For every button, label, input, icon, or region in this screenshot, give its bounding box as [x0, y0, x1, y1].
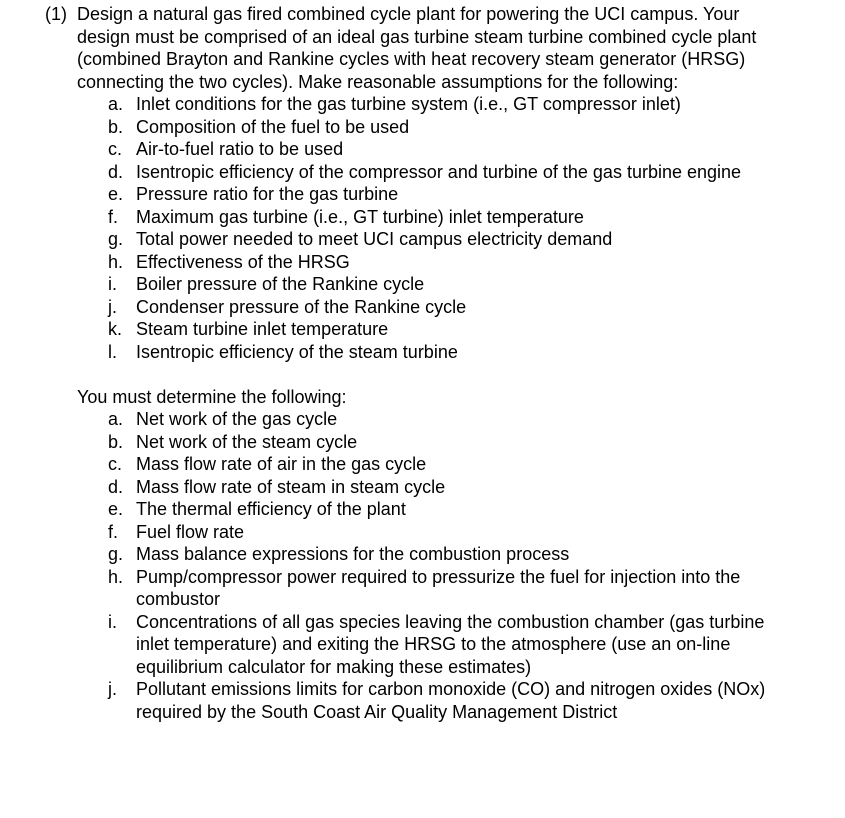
list-marker: k. [108, 319, 123, 339]
list-item-text: Concentrations of all gas species leaving the combustion chamber (gas turbine inlet temperature) and exiting the HRSG to the atmosphere (use an on-line equilibrium calculator for making these estimates) [136, 611, 765, 677]
list-item [0, 251, 786, 274]
list-marker: j. [108, 296, 117, 317]
list-marker: i. [108, 274, 117, 294]
list-item-text: Isentropic efficiency of the steam turbine [136, 341, 458, 362]
list-marker: g. [108, 229, 124, 249]
list-item-text: Net work of the gas cycle [136, 409, 338, 429]
list-item [0, 93, 786, 116]
list-item [0, 138, 786, 161]
determine-heading: You must determine the following: [77, 386, 347, 407]
list-marker: g. [108, 544, 124, 564]
list-item [0, 431, 786, 454]
list-item [0, 273, 786, 296]
list-item [0, 476, 786, 499]
list-item-text: Steam turbine inlet temperature [136, 319, 389, 339]
list-marker: f. [108, 206, 119, 227]
determine-list [0, 408, 845, 723]
list-item [0, 521, 786, 544]
list-marker: e. [108, 184, 124, 204]
list-marker: a. [108, 409, 124, 429]
list-marker: b. [108, 431, 124, 452]
list-item [0, 296, 786, 319]
list-marker: j. [108, 679, 117, 699]
list-marker: c. [108, 454, 123, 474]
list-item [0, 566, 786, 611]
list-item [0, 183, 786, 206]
document [0, 3, 845, 723]
list-item-text: Mass flow rate of air in the gas cycle [136, 454, 427, 474]
list-marker: i. [108, 611, 117, 632]
list-marker: d. [108, 161, 124, 182]
list-item [0, 228, 786, 251]
problem-number: (1) [45, 4, 67, 24]
list-item-text: The thermal efficiency of the plant [136, 499, 406, 519]
list-item-text: Boiler pressure of the Rankine cycle [136, 274, 425, 294]
list-item-text: Mass flow rate of steam in steam cycle [136, 476, 446, 497]
list-item-text: Air-to-fuel ratio to be used [136, 139, 344, 159]
list-item-text: Net work of the steam cycle [136, 431, 358, 452]
list-item-text: Mass balance expressions for the combustion process [136, 544, 570, 564]
list-item [0, 161, 786, 184]
list-marker: c. [108, 139, 123, 159]
list-item [0, 611, 786, 679]
problem-statement [0, 3, 797, 93]
list-item [0, 498, 786, 521]
list-item [0, 341, 786, 364]
list-item [0, 408, 786, 431]
list-item-text: Pollutant emissions limits for carbon monoxide (CO) and nitrogen oxides (NOx) required by the South Coast Air Quality Management District [136, 679, 766, 722]
list-item-text: Inlet conditions for the gas turbine system (i.e., GT compressor inlet) [136, 94, 681, 114]
list-item-text: Composition of the fuel to be used [136, 116, 410, 137]
list-marker: l. [108, 341, 117, 362]
list-item [0, 206, 786, 229]
list-item-text: Effectiveness of the HRSG [136, 251, 350, 272]
list-marker: h. [108, 251, 124, 272]
list-item-text: Isentropic efficiency of the compressor and turbine of the gas turbine engine [136, 161, 742, 182]
list-item-text: Pump/compressor power required to pressurize the fuel for injection into the combustor [136, 566, 741, 609]
list-item [0, 318, 786, 341]
list-marker: d. [108, 476, 124, 497]
list-item [0, 453, 786, 476]
list-item-text: Maximum gas turbine (i.e., GT turbine) inlet temperature [136, 206, 584, 227]
list-item [0, 678, 786, 723]
list-item [0, 543, 786, 566]
list-item-text: Pressure ratio for the gas turbine [136, 184, 399, 204]
list-item-text: Fuel flow rate [136, 521, 245, 542]
list-item-text: Total power needed to meet UCI campus electricity demand [136, 229, 613, 249]
list-marker: h. [108, 566, 124, 587]
list-item-text: Condenser pressure of the Rankine cycle [136, 296, 467, 317]
list-marker: b. [108, 116, 124, 137]
list-marker: f. [108, 521, 119, 542]
assumptions-list [0, 93, 845, 363]
list-marker: a. [108, 94, 124, 114]
list-item [0, 116, 786, 139]
list-marker: e. [108, 499, 124, 519]
problem-text: Design a natural gas fired combined cycle plant for powering the UCI campus. Your design must be comprised of an ideal gas turbine steam turbine combined cycle plant (combined Brayton and Rankine cycles with heat recovery steam generator (HRSG) connecting the two cycles). Make reasonable assumptions for the following: [77, 4, 757, 92]
